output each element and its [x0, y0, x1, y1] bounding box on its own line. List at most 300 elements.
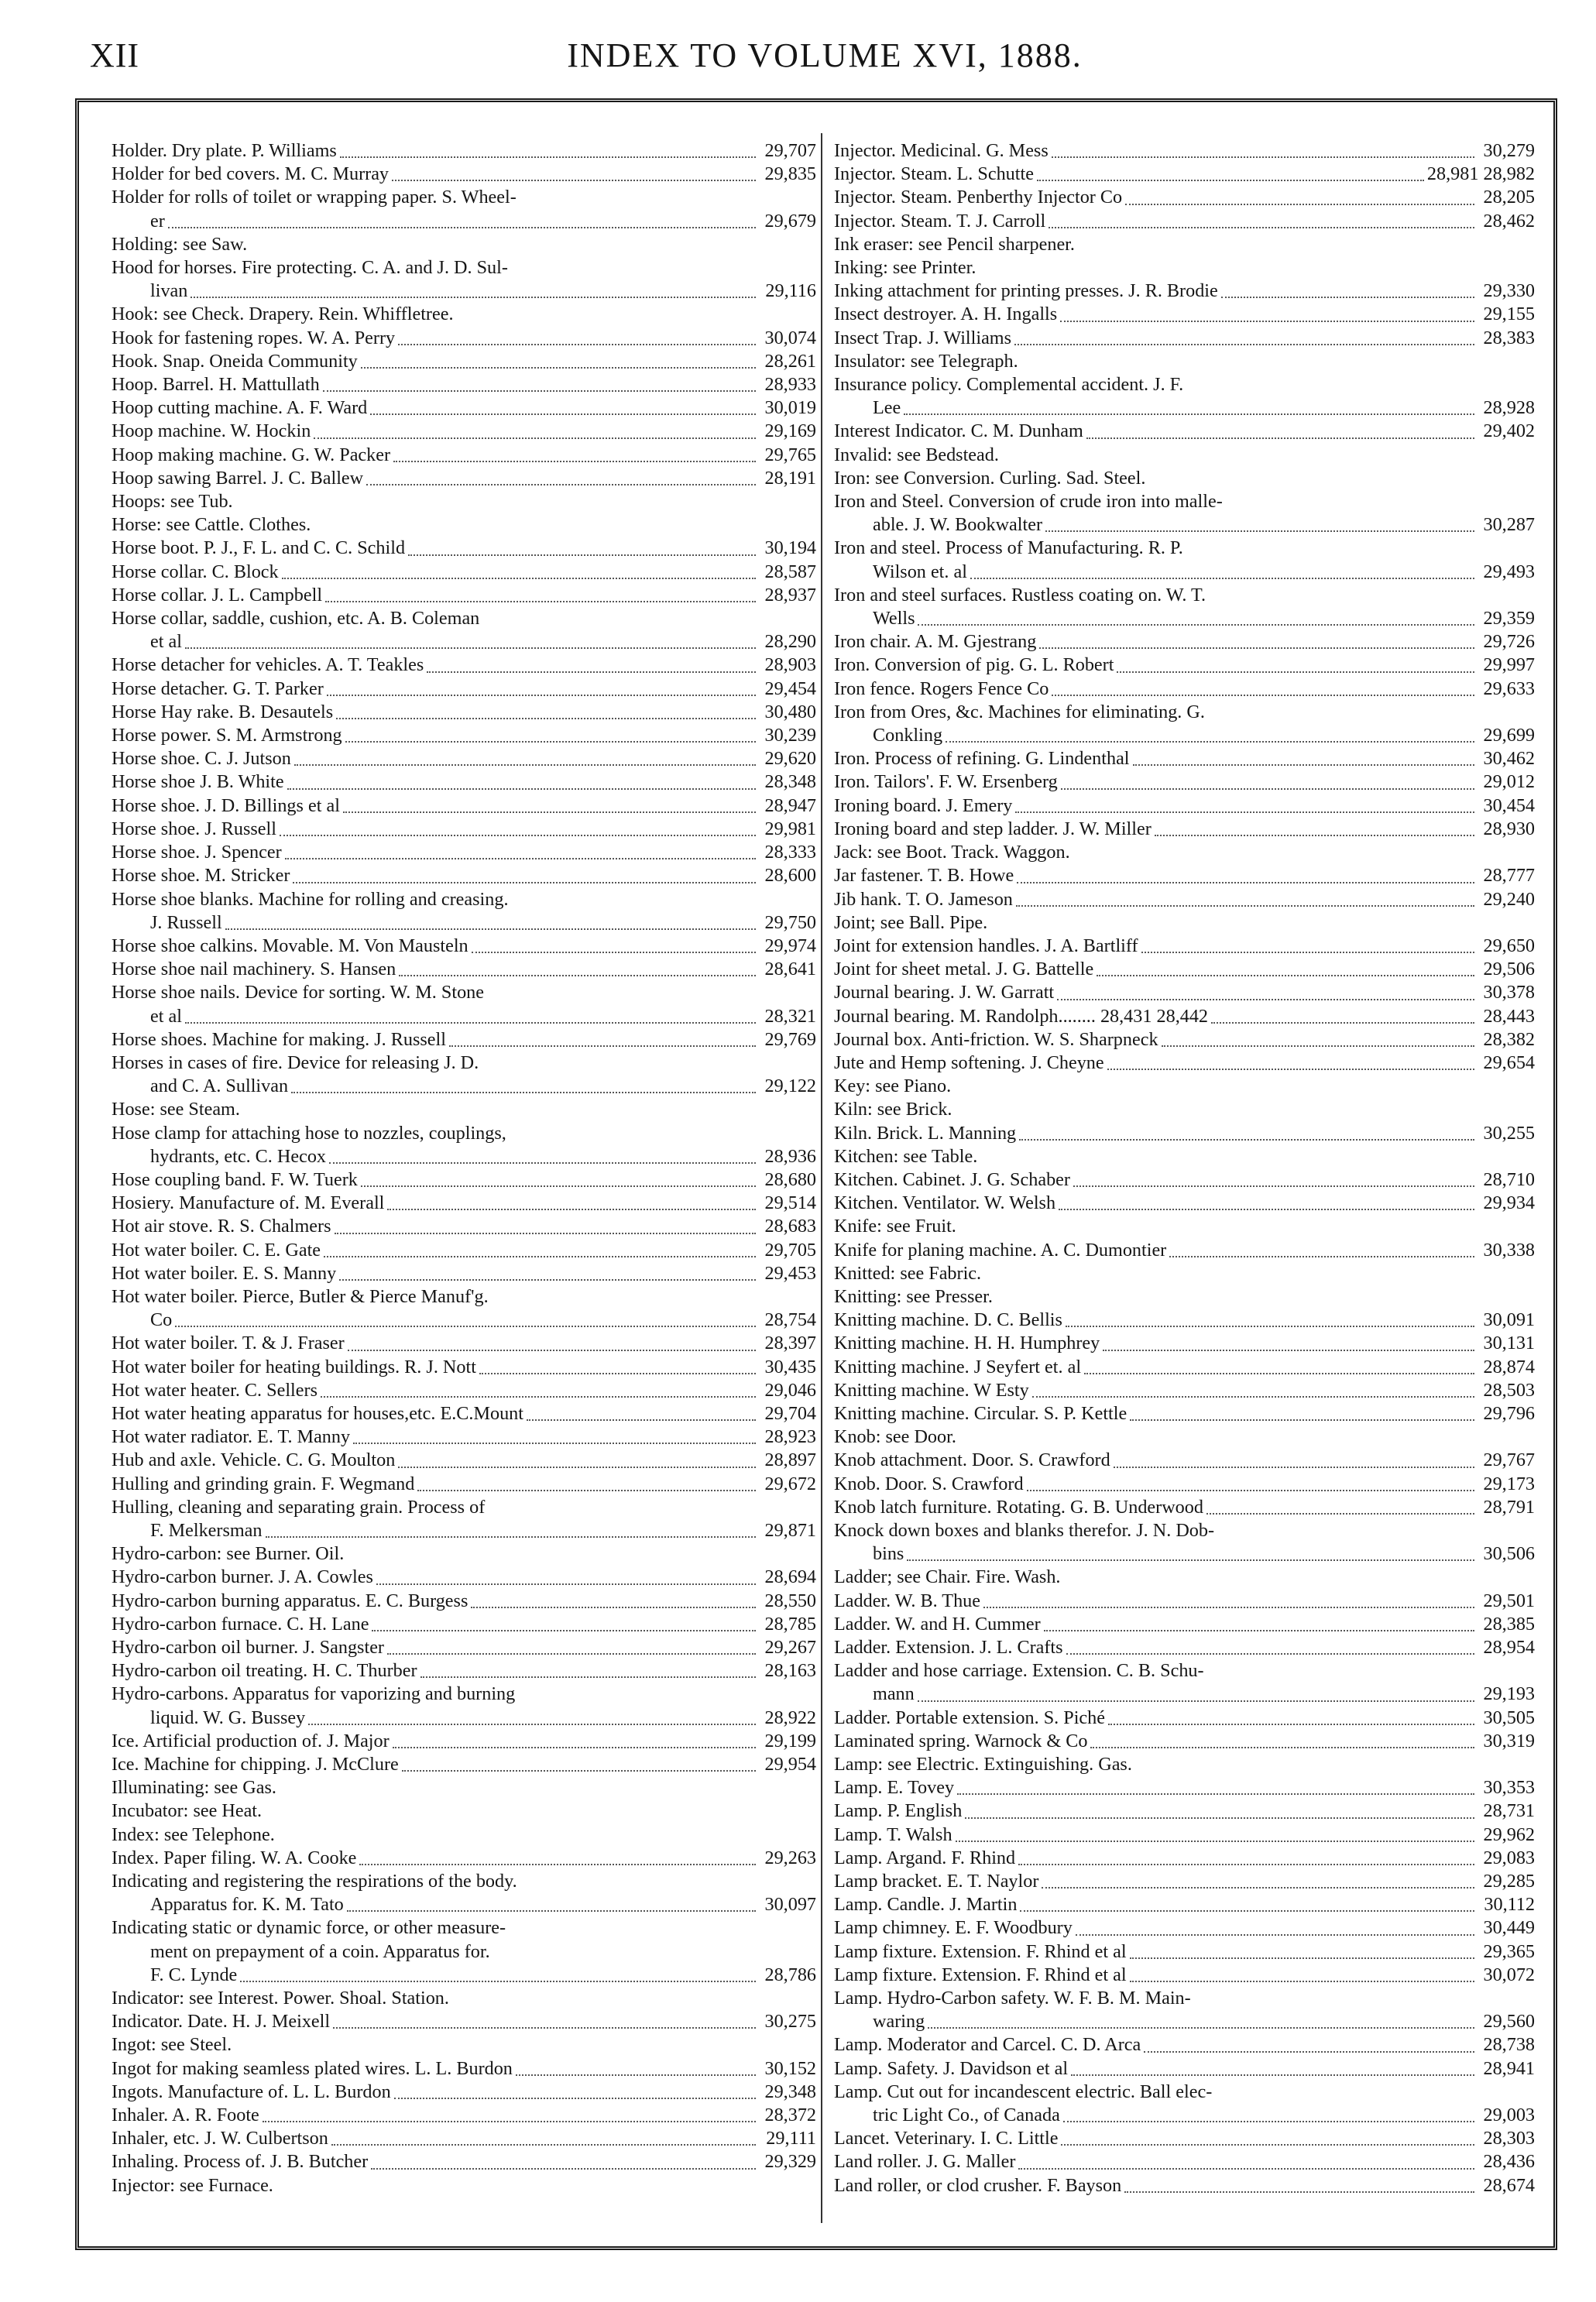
entry-text: Injector. Steam. Penberthy Injector Co: [834, 187, 1123, 208]
entry-text: Invalid: see Bedstead.: [834, 444, 999, 465]
leader-dots: [335, 1232, 756, 1234]
entry-text: Hydro-carbon oil treating. H. C. Thurber: [112, 1660, 417, 1682]
index-entry: [112, 1145, 816, 1168]
index-entry: [112, 1052, 816, 1075]
leader-dots: [492, 1303, 756, 1304]
index-entry: [834, 1636, 1535, 1659]
patent-number: 30,378: [1483, 982, 1535, 1003]
leader-dots: [493, 1958, 756, 1959]
entry-text: mann: [873, 1683, 915, 1705]
leader-dots: [1071, 2074, 1474, 2076]
patent-number: 29,348: [764, 2081, 816, 2102]
entry-text: Knitting machine. D. C. Bellis: [834, 1309, 1062, 1331]
index-entry: [112, 1332, 816, 1355]
leader-dots: [427, 671, 756, 673]
entry-text: Indicator. Date. H. J. Meixell: [112, 2011, 331, 2033]
entry-text: Horse collar. J. L. Campbell: [112, 584, 323, 606]
index-entry: [112, 537, 816, 560]
entry-text: Lamp. Candle. J. Martin: [834, 1894, 1018, 1916]
patent-number: 28,587: [764, 561, 816, 582]
index-entry: [834, 210, 1535, 233]
leader-dots: [957, 1793, 1474, 1795]
entry-text: Knitting machine. J Seyfert et. al: [834, 1356, 1082, 1377]
entry-text: Hulling and grinding grain. F. Wegmand: [112, 1473, 415, 1494]
patent-number: 29,705: [764, 1239, 816, 1261]
leader-dots: [1021, 368, 1474, 369]
patent-number: 29,454: [764, 678, 816, 699]
index-entry: [112, 1098, 816, 1121]
entry-text: Insect Trap. J. Williams: [834, 327, 1012, 348]
patent-number: 29,707: [764, 140, 816, 161]
index-frame: [75, 98, 1557, 2250]
patent-number: 28,923: [764, 1426, 816, 1448]
leader-dots: [1084, 1372, 1474, 1374]
entry-text: Horse shoe nail machinery. S. Hansen: [112, 959, 396, 980]
index-entry: [112, 163, 816, 186]
index-entry: [834, 888, 1535, 911]
leader-dots: [996, 1303, 1474, 1304]
entry-text: Horse shoe. J. Russell: [112, 818, 276, 839]
entry-text: Ladder. W. and H. Cummer: [834, 1613, 1041, 1635]
leader-dots: [387, 1652, 756, 1655]
patent-number: 29,122: [764, 1076, 816, 1097]
index-entry: [112, 373, 816, 396]
leader-dots: [393, 460, 756, 462]
patent-number: 28,303: [1483, 2128, 1535, 2149]
patent-number: 30,112: [1484, 1894, 1535, 1916]
leader-dots: [1226, 508, 1474, 509]
leader-dots: [282, 577, 756, 579]
leader-dots: [1169, 1255, 1474, 1257]
index-entry: [834, 911, 1535, 935]
leader-dots: [1061, 787, 1474, 790]
leader-dots: [1042, 1886, 1474, 1889]
entry-text: waring: [873, 2011, 925, 2033]
patent-number: 29,654: [1483, 1052, 1535, 1073]
entry-text: liquid. W. G. Bussey: [150, 1707, 306, 1728]
leader-dots: [1057, 998, 1474, 1000]
entry-text: Lamp fixture. Extension. F. Rhind et al: [834, 1940, 1127, 1962]
patent-number: 28,731: [1483, 1800, 1535, 1822]
entry-text: Horse shoe. J. D. Billings et al: [112, 794, 340, 816]
index-entry: [834, 981, 1535, 1004]
entry-text: Ladder and hose carriage. Extension. C. B. Schu-: [834, 1660, 1204, 1682]
leader-dots: [343, 811, 756, 813]
patent-number: 29,769: [764, 1028, 816, 1050]
leader-dots: [1090, 1746, 1474, 1748]
index-entry: [834, 444, 1535, 467]
entry-text: Ironing board and step ladder. J. W. Miller: [834, 818, 1152, 839]
index-entry: [834, 1799, 1535, 1823]
index-entry: [112, 981, 816, 1004]
entry-text: Ladder. Extension. J. L. Crafts: [834, 1637, 1063, 1658]
index-entry: [834, 1823, 1535, 1847]
index-entry: [112, 2057, 816, 2081]
patent-number: 28,385: [1483, 1613, 1535, 1635]
entry-text: Hoop machine. W. Hockin: [112, 420, 311, 442]
index-entry: [112, 1192, 816, 1215]
index-entry: [112, 1707, 816, 1730]
entry-text: Lamp. E. Tovey: [834, 1777, 955, 1799]
index-entry: [112, 1753, 816, 1776]
entry-text: Horse shoe. J. Spencer: [112, 842, 282, 863]
entry-text: Land roller. J. G. Maller: [834, 2151, 1016, 2173]
entry-text: Iron: see Conversion. Curling. Sad. Steel.: [834, 467, 1146, 489]
leader-dots: [482, 1069, 756, 1070]
patent-number: 29,560: [1483, 2011, 1535, 2033]
entry-text: Hoop. Barrel. H. Mattullath: [112, 374, 320, 396]
patent-number: 29,954: [764, 1754, 816, 1775]
entry-text: Knife for planing machine. A. C. Dumontier: [834, 1239, 1167, 1261]
leader-dots: [1032, 1395, 1474, 1398]
leader-dots: [1018, 2167, 1474, 2170]
entry-text: Hood for horses. Fire protecting. C. A. and J. D. Sul-: [112, 257, 508, 279]
patent-number: 29,750: [764, 911, 816, 933]
index-entry: [112, 210, 816, 233]
entry-text: Hook for fastening ropes. W. A. Perry: [112, 327, 396, 348]
leader-dots: [1014, 343, 1474, 345]
entry-text: Insulator: see Telegraph.: [834, 350, 1018, 372]
leader-dots: [240, 1980, 756, 1982]
index-entry: [834, 1356, 1535, 1379]
patent-number: 28,674: [1483, 2174, 1535, 2196]
patent-number: 28,754: [764, 1309, 816, 1331]
patent-number: 28,903: [764, 654, 816, 676]
index-entry: [112, 794, 816, 818]
entry-text: able. J. W. Bookwalter: [873, 514, 1042, 536]
index-entry: [112, 233, 816, 256]
leader-dots: [1063, 2120, 1474, 2122]
patent-number: 29,285: [1483, 1871, 1535, 1892]
index-entry: [112, 701, 816, 724]
leader-dots: [402, 1769, 756, 1772]
index-entry: [834, 1028, 1535, 1052]
leader-dots: [168, 226, 756, 228]
index-entry: [112, 1613, 816, 1636]
entry-text: Ingots. Manufacture of. L. L. Burdon: [112, 2081, 391, 2102]
patent-number: 28,941: [1483, 2057, 1535, 2079]
entry-text: Hook. Snap. Oneida Community: [112, 350, 358, 372]
leader-dots: [516, 2074, 756, 2076]
leader-dots: [372, 1629, 756, 1631]
index-entry: [112, 1215, 816, 1238]
leader-dots: [308, 1723, 756, 1725]
index-entry: [112, 747, 816, 770]
index-entry: [834, 139, 1535, 163]
leader-dots: [482, 625, 756, 626]
patent-number: 30,194: [764, 537, 816, 559]
index-entry: [112, 958, 816, 981]
patent-number: 30,353: [1483, 1777, 1535, 1799]
leader-dots: [1076, 1933, 1474, 1936]
leader-dots: [1019, 1138, 1474, 1141]
entry-text: Hydro-carbon oil burner. J. Sangster: [112, 1637, 384, 1658]
index-entry: [834, 1964, 1535, 1987]
entry-text: Horse: see Cattle. Clothes.: [112, 514, 311, 536]
leader-dots: [928, 2026, 1474, 2029]
index-entry: [112, 770, 816, 794]
entry-text: Hose clamp for attaching hose to nozzles, couplings,: [112, 1122, 506, 1144]
leader-dots: [904, 413, 1474, 415]
patent-number: 28,383: [1483, 327, 1535, 348]
index-entry: [112, 1028, 816, 1052]
page-number: XII: [90, 36, 140, 74]
leader-dots: [294, 763, 756, 766]
patent-number: 28,205: [1483, 187, 1535, 208]
entry-text: Hub and axle. Vehicle. C. G. Moulton: [112, 1449, 396, 1471]
entry-text: Knitted: see Fabric.: [834, 1262, 982, 1284]
leader-dots: [291, 1091, 756, 1093]
index-entry: [112, 1870, 816, 1893]
leader-dots: [907, 1559, 1474, 1561]
index-entry: [834, 467, 1535, 490]
index-entry: [112, 630, 816, 654]
patent-number: 28,791: [1483, 1496, 1535, 1518]
patent-number: 30,255: [1483, 1122, 1535, 1144]
leader-dots: [387, 1208, 756, 1210]
leader-dots: [1002, 461, 1474, 462]
leader-dots: [1059, 1208, 1474, 1210]
leader-dots: [1207, 1677, 1474, 1678]
leader-dots: [471, 1606, 756, 1608]
leader-dots: [1066, 1652, 1474, 1655]
patent-number: 30,462: [1483, 748, 1535, 770]
entry-text: Iron and steel surfaces. Rustless coating on. W. T.: [834, 584, 1206, 606]
entry-text: Iron. Conversion of pig. G. L. Robert: [834, 654, 1114, 676]
index-entry: [112, 350, 816, 373]
index-entry: [834, 350, 1535, 373]
patent-number: 29,514: [764, 1192, 816, 1214]
patent-number: 28,641: [764, 959, 816, 980]
index-entry: [834, 1613, 1535, 1636]
entry-text: Horse power. S. M. Armstrong: [112, 725, 342, 746]
index-entry: [112, 1262, 816, 1285]
index-entry: [834, 1239, 1535, 1262]
index-entry: [834, 327, 1535, 350]
entry-text: Key: see Piano.: [834, 1076, 952, 1097]
entry-text: Inhaling. Process of. J. B. Butcher: [112, 2151, 369, 2173]
leader-dots: [1078, 251, 1474, 252]
index-entry: [834, 2127, 1535, 2150]
entry-text: Horse shoe calkins. Movable. M. Von Mausteln: [112, 935, 469, 956]
index-entry: [834, 256, 1535, 280]
entry-text: Knitting machine. H. H. Humphrey: [834, 1333, 1100, 1354]
patent-number: 30,019: [764, 397, 816, 419]
leader-dots: [1124, 2191, 1474, 2193]
patent-number: 29,934: [1483, 1192, 1535, 1214]
entry-text: Ladder. W. B. Thue: [834, 1590, 980, 1611]
entry-text: Ice. Artificial production of. J. Major: [112, 1730, 390, 1751]
index-entry: [834, 1870, 1535, 1893]
leader-dots: [329, 1161, 756, 1164]
index-entry: [834, 513, 1535, 537]
patent-number: 29,981: [764, 818, 816, 839]
leader-dots: [280, 1794, 756, 1795]
entry-text: Knitting: see Presser.: [834, 1285, 993, 1307]
patent-number: 30,454: [1483, 794, 1535, 816]
column-divider: [821, 133, 822, 2223]
index-entry: [834, 303, 1535, 326]
patent-number: 28,443: [1483, 1005, 1535, 1027]
index-entry: [112, 1636, 816, 1659]
index-entry: [834, 1145, 1535, 1168]
entry-text: er: [150, 210, 165, 232]
leader-dots: [918, 623, 1474, 626]
entry-text: Hot water boiler. T. & J. Fraser: [112, 1333, 345, 1354]
index-entry: [112, 654, 816, 677]
entry-text: Ladder. Portable extension. S. Piché: [834, 1707, 1105, 1728]
index-entry: [112, 841, 816, 864]
leader-dots: [959, 1233, 1474, 1234]
index-entry: [112, 888, 816, 911]
entry-text: Knife: see Fruit.: [834, 1216, 956, 1237]
patent-number: 29,046: [764, 1379, 816, 1401]
entry-text: Illuminating: see Gas.: [112, 1777, 276, 1799]
leader-dots: [488, 1514, 756, 1515]
leader-dots: [965, 1817, 1474, 1819]
entry-text: Holding: see Saw.: [112, 233, 248, 255]
leader-dots: [1061, 2143, 1474, 2146]
entry-text: Inking: see Printer.: [834, 257, 976, 279]
index-entry: [112, 1730, 816, 1753]
patent-number: 29,506: [1483, 959, 1535, 980]
entry-text: Hot water heater. C. Sellers: [112, 1379, 317, 1401]
patent-number: 28,897: [764, 1449, 816, 1471]
index-entry: [834, 1847, 1535, 1870]
index-entry: [834, 584, 1535, 607]
patent-number: 29,501: [1483, 1590, 1535, 1611]
leader-dots: [1186, 391, 1474, 392]
leader-dots: [520, 1888, 756, 1889]
entry-text: Journal bearing. M. Randolph........ 28,431 28,442: [834, 1005, 1209, 1027]
leader-dots: [420, 1676, 756, 1678]
entry-text: Hook: see Check. Drapery. Rein. Whiffletree.: [112, 304, 454, 325]
entry-text: bins: [873, 1543, 904, 1565]
index-entry: [834, 163, 1535, 186]
index-entry: [112, 467, 816, 490]
index-entry: [834, 724, 1535, 747]
index-entry: [112, 1122, 816, 1145]
patent-number: 28,397: [764, 1333, 816, 1354]
leader-dots: [250, 251, 756, 252]
entry-text: Lamp: see Electric. Extinguishing. Gas.: [834, 1754, 1132, 1775]
leader-dots: [314, 531, 756, 532]
index-entry: [112, 1449, 816, 1472]
leader-dots: [1141, 951, 1474, 953]
leader-dots: [293, 881, 756, 883]
patent-number: 30,435: [764, 1356, 816, 1377]
entry-text: Ironing board. J. Emery: [834, 794, 1013, 816]
leader-dots: [1162, 1045, 1474, 1047]
patent-number: 29,871: [764, 1519, 816, 1541]
leader-dots: [1060, 320, 1474, 322]
leader-dots: [1015, 811, 1474, 813]
leader-dots: [1039, 647, 1474, 649]
index-entry: [112, 2010, 816, 2033]
entry-text: Land roller, or clod crusher. F. Bayson: [834, 2174, 1122, 2196]
index-entry: [834, 1192, 1535, 1215]
entry-text: Lamp. Argand. F. Rhind: [834, 1847, 1016, 1868]
patent-number: 28,683: [764, 1216, 816, 1237]
leader-dots: [449, 1045, 756, 1047]
patent-number: 28,348: [764, 771, 816, 793]
patent-number: 29,453: [764, 1262, 816, 1284]
entry-text: Hoop making machine. G. W. Packer: [112, 444, 391, 465]
leader-dots: [1217, 1537, 1474, 1538]
entry-text: Horse shoe nails. Device for sorting. W. M. Stone: [112, 982, 484, 1003]
entry-text: Horse Hay rake. B. Desautels: [112, 701, 334, 722]
entry-text: Co: [150, 1309, 173, 1331]
index-entry: [112, 490, 816, 513]
patent-number: 29,193: [1483, 1683, 1535, 1705]
patent-number: 29,650: [1483, 935, 1535, 956]
leader-dots: [325, 600, 756, 602]
entry-text: Hydro-carbon furnace. C. H. Lane: [112, 1613, 369, 1635]
patent-number: 29,116: [765, 280, 816, 302]
index-entry: [112, 1799, 816, 1823]
patent-number: 29,365: [1483, 1940, 1535, 1962]
index-entry: [112, 2174, 816, 2197]
leader-dots: [1017, 881, 1474, 883]
index-entry: [834, 864, 1535, 887]
left-column: [112, 139, 816, 2197]
index-entry: [834, 1425, 1535, 1449]
leader-dots: [263, 2120, 756, 2122]
patent-number: 30,152: [764, 2057, 816, 2079]
patent-number: 28,922: [764, 1707, 816, 1728]
leader-dots: [1063, 1584, 1474, 1585]
index-entry: [112, 1005, 816, 1028]
index-entry: [834, 1776, 1535, 1799]
patent-number: 28,694: [764, 1566, 816, 1588]
leader-dots: [417, 1489, 756, 1491]
leader-dots: [509, 1935, 756, 1936]
leader-dots: [287, 787, 756, 790]
index-entry: [834, 1753, 1535, 1776]
entry-text: Indicator: see Interest. Power. Shoal. Station.: [112, 1988, 449, 2009]
leader-dots: [1125, 203, 1474, 205]
entry-text: Hydro-carbon: see Burner. Oil.: [112, 1543, 345, 1565]
index-entry: [112, 1473, 816, 1496]
leader-dots: [408, 554, 756, 556]
leader-dots: [1114, 1466, 1474, 1468]
index-entry: [834, 561, 1535, 584]
patent-number: 28,777: [1483, 865, 1535, 887]
patent-number: 29,329: [764, 2151, 816, 2173]
entry-text: Laminated spring. Warnock & Co: [834, 1730, 1088, 1751]
leader-dots: [1211, 1021, 1474, 1024]
patent-number: 30,287: [1483, 514, 1535, 536]
patent-number: 28,738: [1483, 2034, 1535, 2056]
entry-text: Iron and Steel. Conversion of crude iron into malle-: [834, 491, 1223, 513]
patent-number: 29,726: [1483, 631, 1535, 653]
patent-number: 28,786: [764, 1964, 816, 1985]
leader-dots: [980, 1163, 1474, 1164]
entry-text: Lamp bracket. E. T. Naylor: [834, 1871, 1039, 1892]
entry-text: Iron chair. A. M. Gjestrang: [834, 631, 1037, 653]
index-entry: [112, 1519, 816, 1542]
patent-number: 30,097: [764, 1894, 816, 1916]
index-entry: [834, 1730, 1535, 1753]
patent-number: 30,239: [764, 725, 816, 746]
leader-dots: [370, 413, 756, 415]
leader-dots: [1049, 226, 1474, 228]
index-entry: [834, 747, 1535, 770]
index-entry: [834, 1449, 1535, 1472]
entry-text: Hoop sawing Barrel. J. C. Ballew: [112, 467, 364, 489]
index-entry: [834, 186, 1535, 209]
entry-text: Horse shoe blanks. Machine for rolling and creasing.: [112, 888, 509, 910]
